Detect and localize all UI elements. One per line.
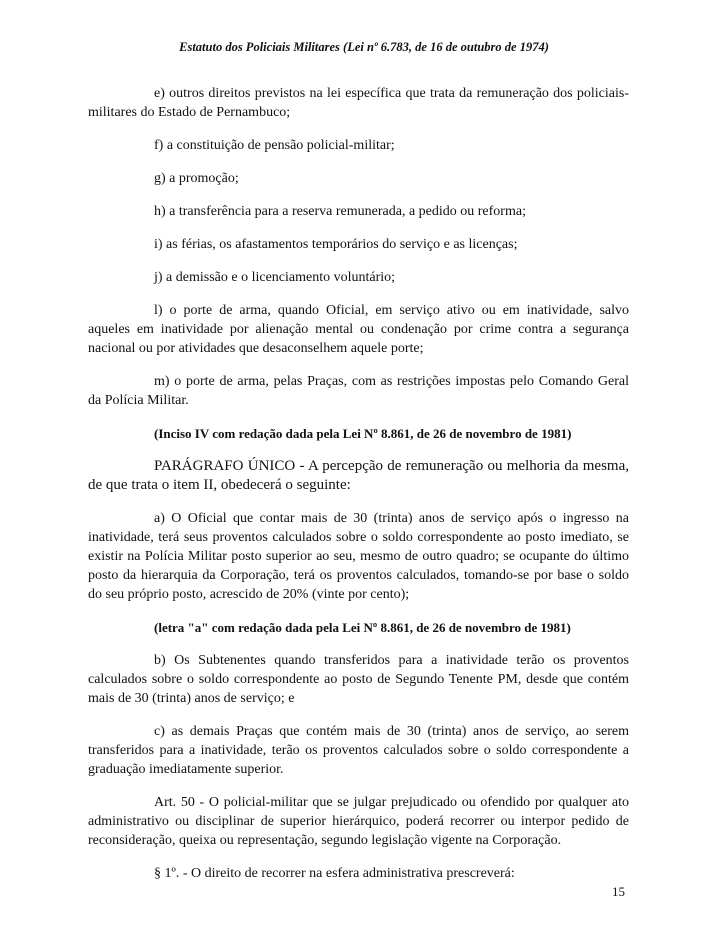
page-number: 15	[612, 884, 625, 899]
paragraph-item-j: j) a demissão e o licenciamento voluntário;	[154, 270, 396, 285]
paragraph-item-c: c) as demais Praças que contém mais de 30 (trinta) anos de serviço, ao serem transferidos para a inatividade, terão os proventos calculados sobre o soldo correspondente a graduação imediatamente superior.	[88, 724, 629, 777]
article-50-paragraph-1: § 1º. - O direito de recorrer na esfera administrativa prescreverá:	[154, 866, 515, 881]
paragraph-item-i: i) as férias, os afastamentos temporários do serviço e as licenças;	[154, 237, 518, 252]
paragraph-item-e: e) outros direitos previstos na lei específica que trata da remuneração dos policiais-militares do Estado de Pernambuco;	[88, 86, 629, 120]
paragraph-item-a: a) O Oficial que contar mais de 30 (trinta) anos de serviço após o ingresso na inatividade, terá seus proventos calculados sobre o soldo correspondente ao posto imediato, se existir na Polícia Militar posto superior ao seu, mesmo de outro quadro; se ocupante do último posto da hierarquia da Corporação, terá os proventos calculados, tomando-se por base o soldo do seu próprio posto, acrescido de 20% (vinte por cento);	[88, 511, 629, 602]
article-50: Art. 50 - O policial-militar que se julgar prejudicado ou ofendido por qualquer ato administrativo ou disciplinar de superior hierárquico, poderá recorrer ou interpor pedido de reconsideração, queixa ou representação, segundo legislação vigente na Corporação.	[88, 795, 629, 848]
paragraph-item-f: f) a constituição de pensão policial-militar;	[154, 138, 395, 153]
paragraph-item-b: b) Os Subtenentes quando transferidos para a inatividade terão os proventos calculados sobre o soldo correspondente ao posto de Segundo Tenente PM, desde que contém mais de 30 (trinta) anos de serviço; e	[88, 653, 629, 706]
amendment-note-inciso-iv: (Inciso IV com redação dada pela Lei Nº 8.861, de 26 de novembro de 1981)	[154, 426, 572, 441]
paragraph-item-l: l) o porte de arma, quando Oficial, em serviço ativo ou em inatividade, salvo aqueles em inatividade por alienação mental ou condenação por crime contra a segurança nacional ou por atividades que desaconselhem aquele porte;	[88, 303, 629, 356]
document-body	[88, 84, 629, 897]
paragraph-item-g: g) a promoção;	[154, 171, 239, 186]
amendment-note-letra-a: (letra "a" com redação dada pela Lei Nº 8.861, de 26 de novembro de 1981)	[154, 620, 571, 635]
paragraph-item-m: m) o porte de arma, pelas Praças, com as restrições impostas pelo Comando Geral da Polícia Militar.	[88, 374, 629, 408]
running-header: Estatuto dos Policiais Militares (Lei nº 6.783, de 16 de outubro de 1974)	[179, 40, 549, 54]
paragrafo-unico: PARÁGRAFO ÚNICO - A percepção de remuneração ou melhoria da mesma, de que trata o item II, obedecerá o seguinte:	[88, 458, 629, 493]
paragraph-item-h: h) a transferência para a reserva remunerada, a pedido ou reforma;	[154, 204, 526, 219]
